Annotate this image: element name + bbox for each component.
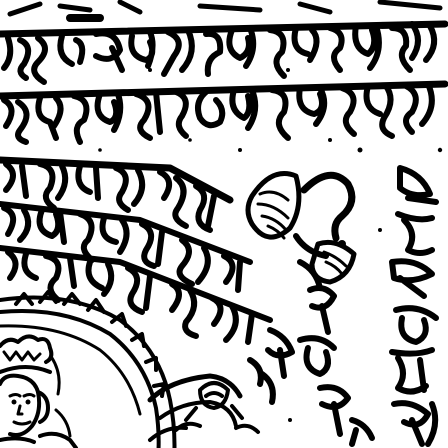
lotus-arch bbox=[0, 292, 240, 448]
text-line-1 bbox=[0, 24, 445, 82]
deity-figure bbox=[0, 336, 76, 448]
text-line-0 bbox=[10, 2, 440, 18]
text-line-2 bbox=[0, 84, 445, 142]
flower-medallion bbox=[176, 383, 258, 432]
leaf-ornament bbox=[248, 174, 354, 289]
text-column-right bbox=[392, 168, 436, 444]
text-column-middle bbox=[250, 288, 372, 444]
